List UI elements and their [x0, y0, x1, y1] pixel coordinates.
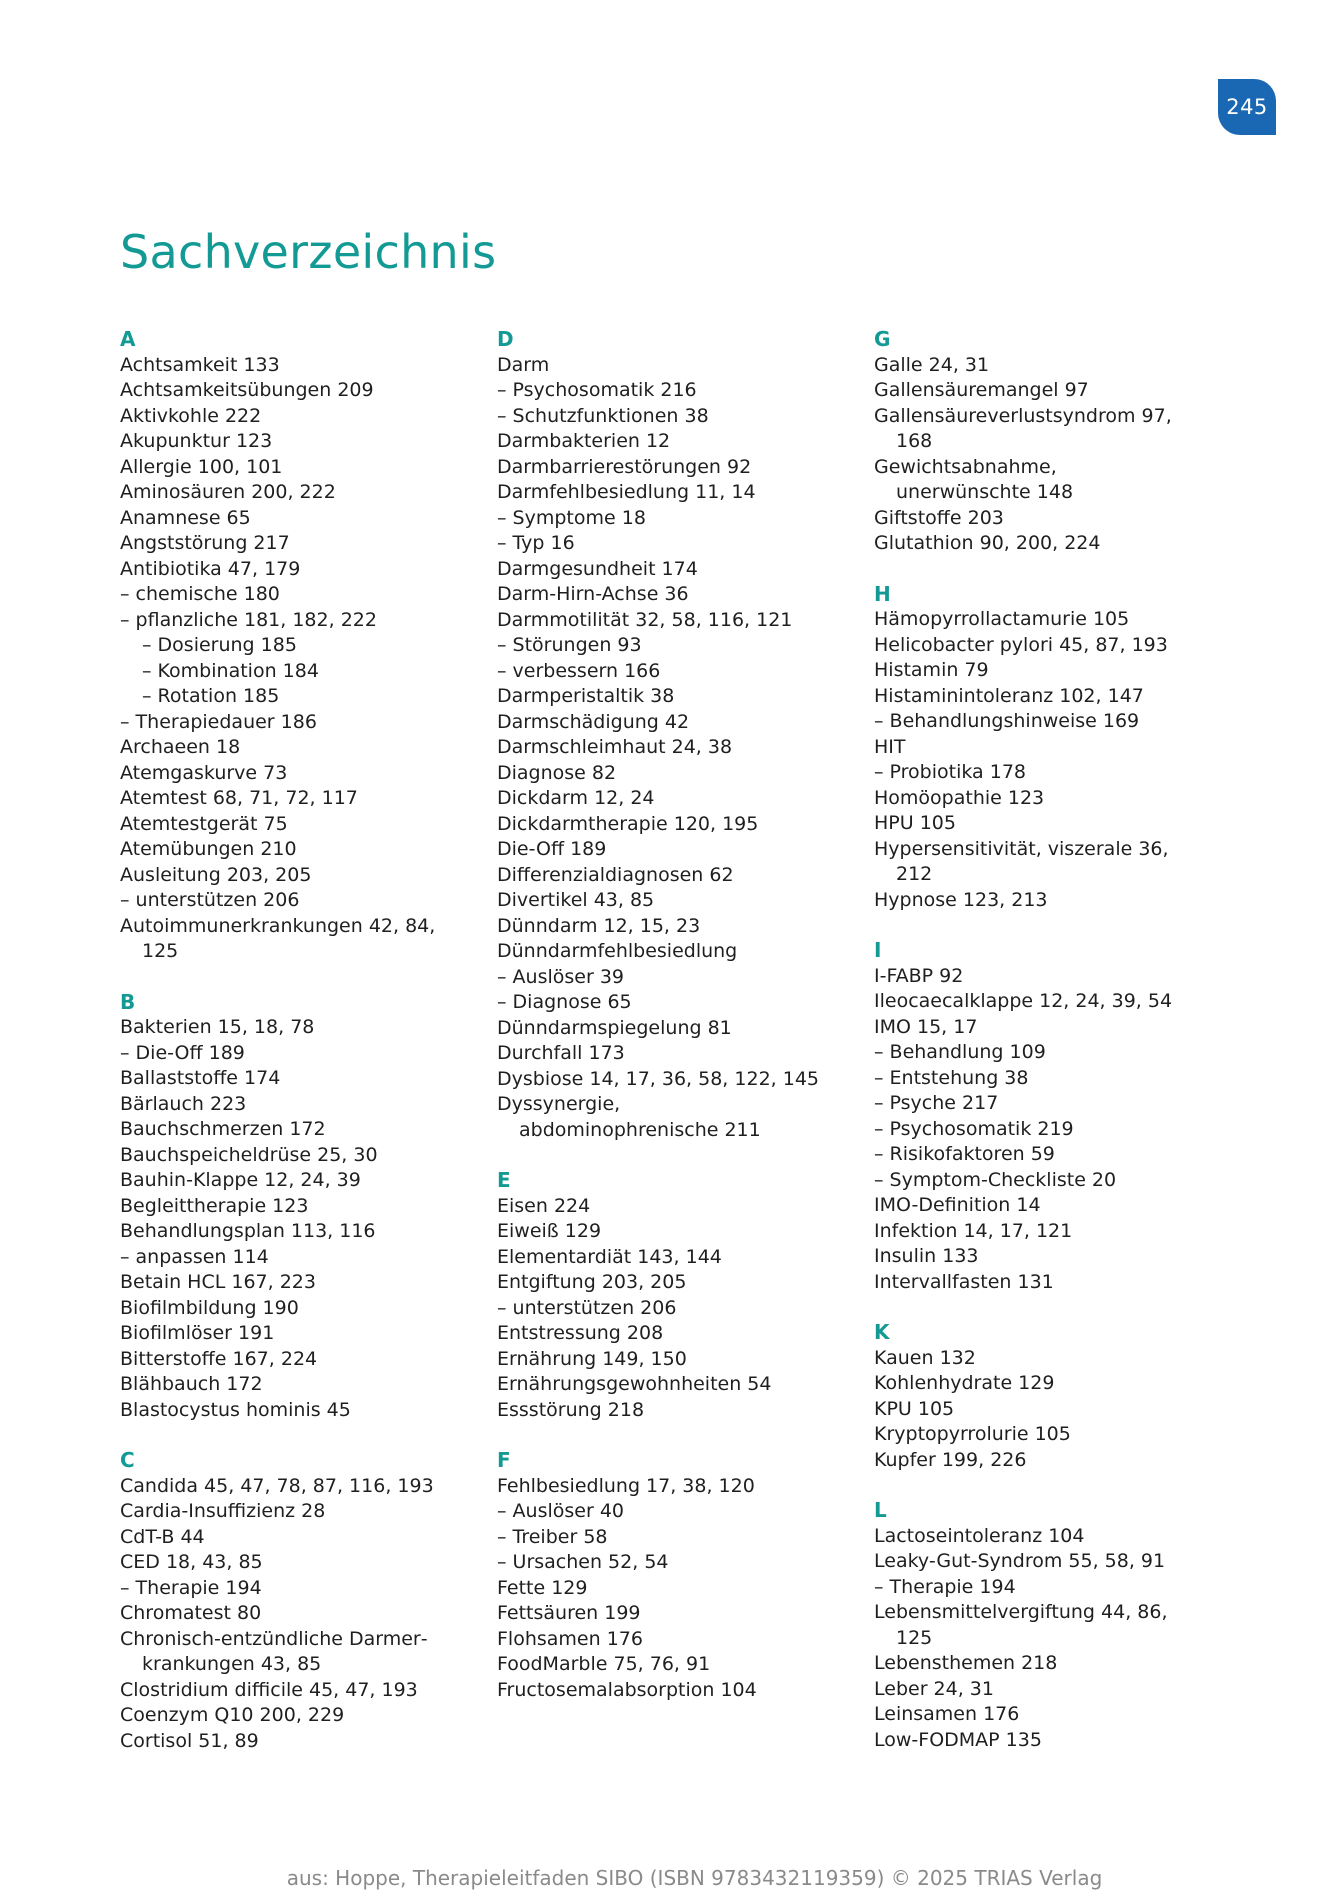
index-entry: Glutathion 90, 200, 224 — [874, 532, 1101, 554]
index-entry: Candida 45, 47, 78, 87, 116, 193 — [120, 1474, 434, 1497]
index-entry: Anamnese 65 — [120, 506, 251, 529]
index-entry: Bauchschmerzen 172 — [120, 1118, 326, 1140]
index-entry: Dickdarmtherapie 120, 195 — [497, 812, 759, 835]
index-entry: Darmmotilität 32, 58, 116, 121 — [497, 608, 793, 631]
index-entry: Darm — [497, 353, 550, 376]
index-column-1 — [120, 327, 480, 1779]
section-letter: E — [497, 1168, 511, 1192]
index-entry: Achtsamkeit 133 — [120, 353, 280, 376]
index-entry: Eisen 224 — [497, 1194, 591, 1217]
index-entry: Kohlenhydrate 129 — [874, 1372, 1055, 1394]
index-section-k — [874, 1320, 1234, 1473]
index-subentry: – chemische 180 — [120, 583, 280, 605]
index-entry: CdT-B 44 — [120, 1525, 205, 1548]
index-entry: HIT — [874, 735, 906, 758]
index-subentry: – Dosierung 185 — [142, 634, 297, 656]
index-entry: Hypnose 123, 213 — [874, 888, 1048, 911]
index-entry: Atemtestgerät 75 — [120, 812, 288, 835]
index-entry: Dünndarm 12, 15, 23 — [497, 914, 701, 937]
index-subentry: – Symptom-Checkliste 20 — [874, 1168, 1117, 1191]
index-subentry: – Behandlung 109 — [874, 1041, 1046, 1063]
section-letter: F — [497, 1448, 511, 1472]
index-subentry: – Therapiedauer 186 — [120, 710, 317, 733]
index-entry: Ileocaecalklappe 12, 24, 39, 54 — [874, 990, 1173, 1012]
index-entry: Biofilmlöser 191 — [120, 1322, 275, 1344]
index-entry: Betain HCL 167, 223 — [120, 1271, 316, 1293]
section-letter: B — [120, 989, 136, 1014]
index-subentry: – verbessern 166 — [497, 659, 661, 682]
index-entry: Clostridium difficile 45, 47, 193 — [120, 1678, 418, 1701]
index-entry: Leber 24, 31 — [874, 1677, 994, 1700]
index-entry: Darmperistaltik 38 — [497, 685, 675, 707]
index-subentry: – Psyche 217 — [874, 1092, 999, 1114]
index-entry: Ausleitung 203, 205 — [120, 863, 312, 886]
index-entry: Dyssynergie, abdominophrenische 211 — [497, 1093, 761, 1141]
index-entry: Autoimmunerkrankungen 42, 84, 125 — [120, 914, 436, 962]
index-entry: Chronisch-entzündliche Darmerkrankungen 43, 85 — [120, 1627, 428, 1675]
index-section-c — [120, 1448, 480, 1754]
index-entry: Flohsamen 176 — [497, 1627, 643, 1650]
index-subentry: – pflanzliche 181, 182, 222 — [120, 608, 377, 631]
index-entry: Behandlungsplan 113, 116 — [120, 1220, 376, 1242]
index-subentry: – Rotation 185 — [142, 685, 280, 707]
section-letter: A — [120, 327, 136, 351]
index-entry: Begleittherapie 123 — [120, 1194, 309, 1217]
index-subentry: – Ursachen 52, 54 — [497, 1551, 669, 1573]
index-entry: Gallensäuremangel 97 — [874, 379, 1089, 401]
index-entry: Divertikel 43, 85 — [497, 889, 655, 911]
index-entry: Blastocystus hominis 45 — [120, 1398, 351, 1421]
index-section-i — [874, 938, 1234, 1295]
index-entry: Ballaststoffe 174 — [120, 1067, 281, 1089]
section-letter: H — [874, 581, 891, 606]
index-entry: Aktivkohle 222 — [120, 404, 262, 427]
index-entry: Durchfall 173 — [497, 1042, 625, 1064]
index-entry: Galle 24, 31 — [874, 353, 990, 376]
index-subentry: – Diagnose 65 — [497, 991, 632, 1013]
index-entry: Dünndarmspiegelung 81 — [497, 1016, 732, 1039]
index-entry: Essstörung 218 — [497, 1398, 645, 1421]
index-entry: Angststörung 217 — [120, 532, 290, 554]
page-title: Sachverzeichnis — [120, 225, 497, 279]
index-entry: Atemgaskurve 73 — [120, 761, 288, 784]
index-column-3 — [874, 327, 1234, 1778]
index-subentry: – unterstützen 206 — [497, 1296, 677, 1319]
index-entry: Infektion 14, 17, 121 — [874, 1219, 1073, 1242]
index-entry: Elementardiät 143, 144 — [497, 1245, 722, 1268]
index-entry: Lebensmittelvergiftung 44, 86, 125 — [874, 1601, 1168, 1649]
index-entry: Giftstoffe 203 — [874, 506, 1004, 529]
index-entry: Archaeen 18 — [120, 736, 241, 758]
index-entry: Intervallfasten 131 — [874, 1270, 1054, 1293]
index-entry: Entgiftung 203, 205 — [497, 1271, 687, 1293]
index-entry: Leinsamen 176 — [874, 1703, 1020, 1725]
index-entry: Ernährung 149, 150 — [497, 1347, 687, 1370]
index-entry: CED 18, 43, 85 — [120, 1551, 263, 1573]
index-entry: Bärlauch 223 — [120, 1092, 247, 1115]
index-entry: Hypersensitivität, viszerale 36, 212 — [874, 837, 1169, 885]
index-entry: Histamin 79 — [874, 659, 989, 681]
index-entry: IMO-Definition 14 — [874, 1194, 1041, 1216]
index-subentry: – Typ 16 — [497, 532, 575, 554]
index-subentry: – Die-Off 189 — [120, 1041, 245, 1064]
index-entry: Entstressung 208 — [497, 1322, 664, 1344]
index-entry: Aminosäuren 200, 222 — [120, 481, 336, 503]
index-entry: Darmschleimhaut 24, 38 — [497, 736, 733, 758]
index-subentry: – Probiotika 178 — [874, 761, 1026, 783]
index-entry: Antibiotika 47, 179 — [120, 557, 301, 580]
index-entry: IMO 15, 17 — [874, 1015, 978, 1038]
section-letter: C — [120, 1448, 135, 1472]
index-subentry: – unterstützen 206 — [120, 889, 300, 911]
index-entry: Chromatest 80 — [120, 1602, 262, 1624]
index-subentry: – Risikofaktoren 59 — [874, 1143, 1055, 1165]
index-entry: Blähbauch 172 — [120, 1373, 263, 1395]
index-entry: Fructosemalabsorption 104 — [497, 1678, 757, 1701]
index-entry: I-FABP 92 — [874, 964, 964, 987]
index-section-l — [874, 1498, 1234, 1753]
index-section-f — [497, 1448, 857, 1703]
index-entry: Bauchspeicheldrüse 25, 30 — [120, 1143, 378, 1166]
index-entry: Fette 129 — [497, 1576, 588, 1599]
index-entry: Darmschädigung 42 — [497, 710, 690, 733]
index-subentry: – Therapie 194 — [120, 1576, 262, 1599]
index-section-g — [874, 327, 1234, 557]
index-entry: Atemtest 68, 71, 72, 117 — [120, 787, 358, 809]
index-entry: KPU 105 — [874, 1397, 955, 1420]
index-subentry: – Psychosomatik 219 — [874, 1117, 1074, 1140]
index-entry: Kauen 132 — [874, 1346, 976, 1369]
section-letter: D — [497, 327, 514, 351]
index-section-b — [120, 990, 480, 1424]
index-entry: Insulin 133 — [874, 1245, 979, 1267]
index-entry: Dysbiose 14, 17, 36, 58, 122, 145 — [497, 1067, 819, 1090]
index-entry: Achtsamkeitsübungen 209 — [120, 379, 374, 401]
index-entry: FoodMarble 75, 76, 91 — [497, 1653, 711, 1675]
index-entry: Histaminintoleranz 102, 147 — [874, 684, 1144, 707]
index-entry: Leaky-Gut-Syndrom 55, 58, 91 — [874, 1550, 1166, 1572]
section-letter: L — [874, 1498, 887, 1522]
index-entry: Bauhin-Klappe 12, 24, 39 — [120, 1169, 361, 1191]
index-entry: Kupfer 199, 226 — [874, 1448, 1027, 1471]
index-entry: Darmbakterien 12 — [497, 430, 671, 452]
index-subentry: – Kombination 184 — [142, 659, 319, 682]
index-entry: Coenzym Q10 200, 229 — [120, 1704, 345, 1726]
index-entry: Diagnose 82 — [497, 761, 617, 784]
index-subentry: – Auslöser 40 — [497, 1500, 624, 1522]
index-entry: Eiweiß 129 — [497, 1220, 602, 1242]
index-entry: Gallensäureverlustsyndrom 97, 168 — [874, 404, 1172, 452]
index-entry: Cardia-Insuffizienz 28 — [120, 1500, 326, 1522]
index-entry: Dickdarm 12, 24 — [497, 787, 655, 809]
index-entry: Fettsäuren 199 — [497, 1602, 641, 1624]
index-entry: Atemübungen 210 — [120, 838, 297, 860]
index-entry: Biofilmbildung 190 — [120, 1296, 299, 1319]
index-entry: Bakterien 15, 18, 78 — [120, 1016, 315, 1038]
index-entry: Gewichtsabnahme, unerwünschte 148 — [874, 455, 1074, 503]
index-entry: Die-Off 189 — [497, 838, 607, 860]
index-section-h — [874, 582, 1234, 914]
page-number-badge: 245 — [1218, 79, 1276, 135]
index-entry: Low-FODMAP 135 — [874, 1728, 1042, 1751]
index-subentry: – Treiber 58 — [497, 1525, 608, 1548]
index-entry: Darmbarrierestörungen 92 — [497, 455, 752, 478]
index-entry: Akupunktur 123 — [120, 430, 273, 452]
index-entry: Hämopyrrollactamurie 105 — [874, 608, 1130, 630]
index-subentry: – anpassen 114 — [120, 1245, 269, 1268]
index-entry: Cortisol 51, 89 — [120, 1729, 259, 1752]
section-letter: I — [874, 938, 882, 962]
index-entry: Ernährungsgewohnheiten 54 — [497, 1373, 772, 1395]
index-entry: Darmgesundheit 174 — [497, 557, 698, 580]
index-entry: Helicobacter pylori 45, 87, 193 — [874, 633, 1168, 656]
section-letter: G — [874, 327, 891, 351]
index-entry: HPU 105 — [874, 812, 956, 834]
index-section-e — [497, 1168, 857, 1423]
index-entry: Darmfehlbesiedlung 11, 14 — [497, 481, 756, 503]
index-entry: Lebensthemen 218 — [874, 1652, 1058, 1674]
index-entry: Kryptopyrrolurie 105 — [874, 1423, 1071, 1445]
index-column-2 — [497, 327, 857, 1728]
index-subentry: – Therapie 194 — [874, 1575, 1016, 1598]
index-subentry: – Behandlungshinweise 169 — [874, 710, 1140, 732]
index-section-d — [497, 327, 857, 1143]
index-subentry: – Schutzfunktionen 38 — [497, 404, 709, 427]
index-subentry: – Symptome 18 — [497, 506, 646, 529]
index-entry: Lactoseintoleranz 104 — [874, 1524, 1085, 1547]
copyright-footer: aus: Hoppe, Therapieleitfaden SIBO (ISBN 9783432119359) © 2025 TRIAS Verlag — [286, 1866, 1103, 1890]
index-subentry: – Störungen 93 — [497, 634, 642, 656]
index-entry: Fehlbesiedlung 17, 38, 120 — [497, 1474, 755, 1497]
index-subentry: – Psychosomatik 216 — [497, 379, 697, 401]
index-entry: Dünndarmfehlbesiedlung — [497, 940, 738, 962]
index-subentry: – Auslöser 39 — [497, 965, 624, 988]
index-entry: Darm-Hirn-Achse 36 — [497, 583, 689, 605]
index-subentry: – Entstehung 38 — [874, 1066, 1029, 1089]
index-section-a — [120, 327, 480, 965]
index-entry: Homöopathie 123 — [874, 786, 1045, 809]
index-entry: Bitterstoffe 167, 224 — [120, 1347, 318, 1370]
index-entry: Differenzialdiagnosen 62 — [497, 863, 734, 886]
index-entry: Allergie 100, 101 — [120, 455, 283, 478]
section-letter: K — [874, 1320, 890, 1344]
